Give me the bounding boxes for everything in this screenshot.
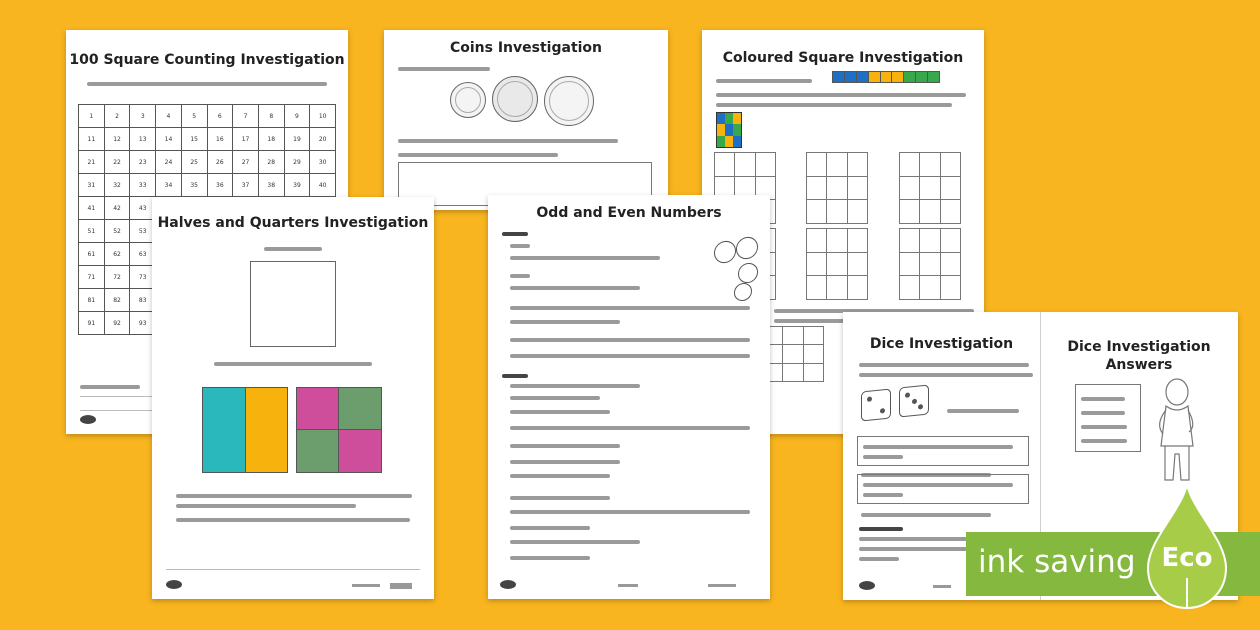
grid-cell: 91: [79, 312, 105, 335]
grid-cell: 93: [130, 312, 156, 335]
instruction-text: [859, 373, 1033, 377]
instruction-text: [214, 362, 372, 366]
grid-cell: 36: [208, 174, 234, 197]
grid-cell: 35: [182, 174, 208, 197]
question-box: [857, 474, 1029, 504]
worksheet-text: [502, 374, 528, 378]
grid-cell: 11: [79, 128, 105, 151]
question-text: [716, 103, 952, 107]
coloured-square-strip: [832, 71, 940, 83]
empty-square-grid: [762, 326, 824, 382]
worksheet-text: [510, 320, 620, 324]
grid-cell: 2: [105, 105, 131, 128]
question-text: [398, 153, 558, 157]
worksheet-title: Odd and Even Numbers: [536, 205, 722, 221]
challenge-heading: [859, 527, 903, 531]
grid-cell: 17: [233, 128, 259, 151]
grid-cell: 1: [79, 105, 105, 128]
instruction-text: [176, 518, 410, 522]
coin-icon: [544, 76, 594, 126]
answer-text: [1081, 425, 1127, 429]
dice-icon: [734, 282, 752, 302]
grid-cell: 32: [105, 174, 131, 197]
grid-cell: 26: [208, 151, 234, 174]
worksheet-text: [510, 274, 530, 278]
instruction-text: [947, 409, 1019, 413]
question-box: [857, 436, 1029, 466]
grid-cell: 61: [79, 243, 105, 266]
grid-cell: 43: [130, 197, 156, 220]
empty-square-grid: [899, 152, 961, 224]
grid-cell: 63: [130, 243, 156, 266]
grid-cell: 71: [79, 266, 105, 289]
dice-icon: [736, 236, 758, 260]
coin-icon: [492, 76, 538, 122]
question-text: [863, 445, 1013, 449]
footer-rule: [166, 569, 420, 570]
worksheet-title: 100 Square Counting Investigation: [69, 52, 345, 68]
instruction-text: [176, 494, 412, 498]
worksheet-text: [510, 460, 620, 464]
grid-cell: 4: [156, 105, 182, 128]
question-text: [80, 385, 140, 389]
logo-icon: [166, 580, 182, 589]
child-illustration-icon: [1149, 376, 1205, 494]
answer-text: [1081, 411, 1125, 415]
grid-cell: 31: [79, 174, 105, 197]
grid-cell: 8: [259, 105, 285, 128]
grid-cell: 29: [285, 151, 311, 174]
worksheet-title: Halves and Quarters Investigation: [157, 215, 429, 231]
worksheet-text: [510, 426, 750, 430]
grid-cell: 41: [79, 197, 105, 220]
worksheet-text: [510, 354, 750, 358]
example-square: [716, 112, 742, 148]
grid-cell: 27: [233, 151, 259, 174]
grid-cell: 20: [310, 128, 336, 151]
worksheet-odd-even: [488, 195, 770, 599]
grid-cell: 52: [105, 220, 131, 243]
badge-text: ink saving: [978, 544, 1136, 580]
worksheet-text: [510, 306, 750, 310]
grid-cell: 82: [105, 289, 131, 312]
question-text: [398, 139, 618, 143]
quarters-square: [296, 387, 382, 473]
worksheet-halves-quarters: [152, 197, 434, 599]
worksheet-text: [510, 286, 640, 290]
empty-square: [250, 261, 336, 347]
grid-cell: 73: [130, 266, 156, 289]
logo-icon: [80, 415, 96, 424]
worksheet-text: [510, 510, 750, 514]
grid-cell: 7: [233, 105, 259, 128]
grid-cell: 6: [208, 105, 234, 128]
grid-cell: 23: [130, 151, 156, 174]
logo-icon: [859, 581, 875, 590]
grid-cell: 3: [130, 105, 156, 128]
grid-cell: 37: [233, 174, 259, 197]
empty-square-grid: [806, 228, 868, 300]
worksheet-text: [510, 444, 620, 448]
worksheet-title: Coloured Square Investigation: [722, 50, 964, 66]
grid-cell: 38: [259, 174, 285, 197]
worksheet-text: [510, 256, 660, 260]
question-text: [716, 93, 966, 97]
grid-cell: 13: [130, 128, 156, 151]
grid-cell: 19: [285, 128, 311, 151]
question-text: [859, 547, 969, 551]
worksheet-text: [510, 384, 640, 388]
question-text: [863, 483, 1013, 487]
worksheet-title: Coins Investigation: [449, 40, 603, 56]
grid-cell: 39: [285, 174, 311, 197]
grid-cell: 28: [259, 151, 285, 174]
footer-text: [390, 583, 412, 589]
worksheet-text: [510, 338, 750, 342]
logo-icon: [500, 580, 516, 589]
grid-cell: 40: [310, 174, 336, 197]
worksheet-text: [502, 232, 528, 236]
empty-square-grid: [806, 152, 868, 224]
grid-cell: 33: [130, 174, 156, 197]
grid-cell: 9: [285, 105, 311, 128]
question-text: [859, 537, 973, 541]
worksheet-text: [510, 556, 590, 560]
worksheet-text: [510, 540, 640, 544]
worksheet-text: [510, 410, 610, 414]
halves-square: [202, 387, 288, 473]
grid-cell: 22: [105, 151, 131, 174]
grid-cell: 12: [105, 128, 131, 151]
question-text: [859, 557, 899, 561]
footer-text: [708, 584, 736, 587]
grid-cell: 81: [79, 289, 105, 312]
worksheet-title: Dice Investigation: [869, 336, 1014, 352]
badge-label: Eco: [1161, 543, 1213, 573]
instruction-text: [176, 504, 356, 508]
instruction-text: [859, 363, 1029, 367]
grid-cell: 83: [130, 289, 156, 312]
footer-text: [352, 584, 380, 587]
dice-icon: [899, 384, 929, 417]
grid-cell: 25: [182, 151, 208, 174]
grid-cell: 5: [182, 105, 208, 128]
grid-cell: 24: [156, 151, 182, 174]
worksheet-text: [510, 396, 600, 400]
grid-cell: 92: [105, 312, 131, 335]
dice-icon: [861, 388, 891, 421]
instruction-text: [716, 79, 812, 83]
grid-cell: 16: [208, 128, 234, 151]
grid-cell: 62: [105, 243, 131, 266]
grid-cell: 14: [156, 128, 182, 151]
instruction-text: [87, 82, 327, 86]
footer-text: [933, 585, 951, 588]
instruction-text: [398, 67, 490, 71]
grid-cell: 30: [310, 151, 336, 174]
grid-cell: 53: [130, 220, 156, 243]
worksheet-text: [510, 526, 590, 530]
grid-cell: 21: [79, 151, 105, 174]
question-text: [861, 513, 991, 517]
dice-icon: [738, 262, 758, 284]
worksheet-text: [510, 244, 530, 248]
answers-title: Dice Investigation Answers: [1067, 339, 1211, 373]
answer-text: [1081, 439, 1127, 443]
grid-cell: 42: [105, 197, 131, 220]
worksheet-coins: [384, 30, 668, 210]
instruction-text: [264, 247, 322, 251]
worksheet-text: [510, 496, 610, 500]
grid-cell: 10: [310, 105, 336, 128]
question-text: [863, 493, 903, 497]
footer-text: [618, 584, 638, 587]
grid-cell: 51: [79, 220, 105, 243]
grid-cell: 34: [156, 174, 182, 197]
answer-text: [1081, 397, 1125, 401]
dice-icon: [714, 240, 736, 264]
grid-cell: 15: [182, 128, 208, 151]
question-text: [863, 455, 903, 459]
grid-cell: 72: [105, 266, 131, 289]
grid-cell: 18: [259, 128, 285, 151]
worksheet-text: [510, 474, 610, 478]
coin-icon: [450, 82, 486, 118]
empty-square-grid: [899, 228, 961, 300]
